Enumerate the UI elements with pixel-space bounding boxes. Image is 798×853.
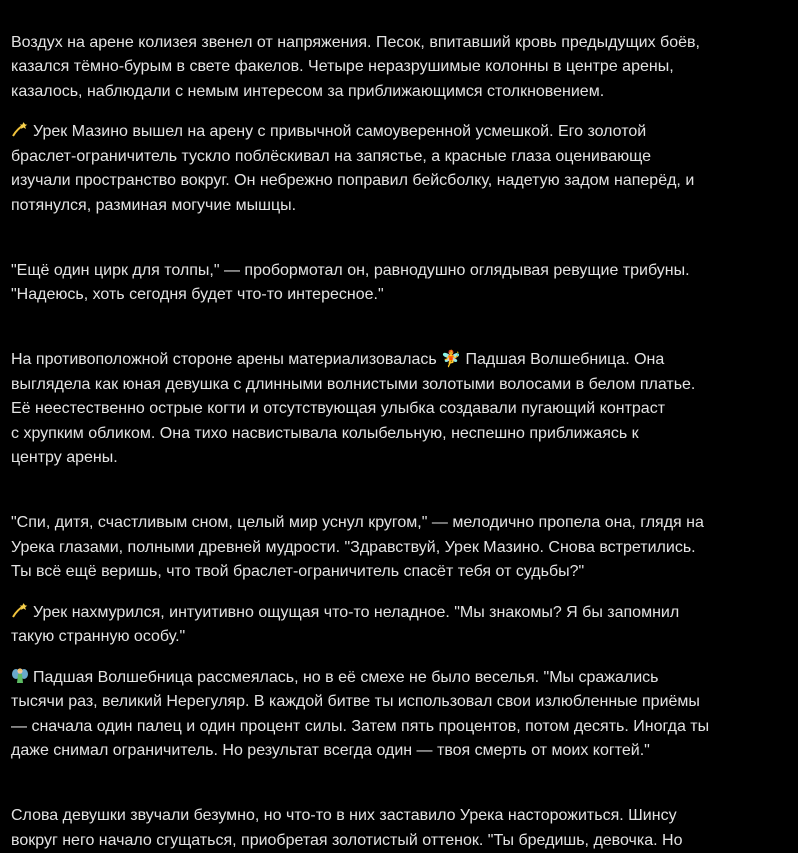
paragraph-text: Воздух на арене колизея звенел от напряжения. Песок, впитавший кровь предыдущих боёв, казался тёмно-бурым в свете факелов. Четыре неразрушимые колонны в центре арены, казалось, наблюдали с немым интересом за приближающимся столкновением.	[11, 34, 700, 100]
fairy-icon	[11, 667, 29, 685]
story-paragraph-2	[11, 120, 788, 218]
story-paragraph-1	[11, 6, 788, 104]
paragraph-text: Падшая Волшебница рассмеялась, но в её смехе не было веселья. "Мы сражались тысячи раз, великий Нерегуляр. В каждой битве ты использовал свои излюбленные приёмы — сначала один палец и один процент силы. Затем пять процентов, потом десять. Иногда ты даже снимал ограничитель. Но результат всегда один — твоя смерть от моих когтей."	[11, 669, 709, 760]
story-paragraph-7	[11, 666, 788, 764]
story-paragraph-8	[11, 780, 788, 853]
paragraph-text: "Ещё один цирк для толпы," — пробормотал он, равнодушно оглядывая ревущие трибуны. "Надеюсь, хоть сегодня будет что-то интересное."	[11, 262, 690, 304]
dizzy-star-icon	[11, 121, 29, 139]
dizzy-star-icon	[11, 602, 29, 620]
paragraph-text: "Спи, дитя, счастливым сном, целый мир уснул кругом," — мелодично пропела она, глядя на Урека глазами, полными древней мудрости. "Здравствуй, Урек Мазино. Снова встретились. Ты всё ещё веришь, что твой браслет-ограничитель спасёт тебя от судьбы?"	[11, 514, 704, 580]
paragraph-text: Урек Мазино вышел на арену с привычной самоуверенной усмешкой. Его золотой браслет-ограничитель тускло поблёскивал на запястье, а красные глаза оценивающе изучали пространство вокруг. Он небрежно поправил бейсболку, надетую задом наперёд, и потянулся, разминая могучие мышцы.	[11, 123, 694, 214]
paragraph-text: Слова девушки звучали безумно, но что-то в них заставило Урека насторожиться. Шинсу вокруг него начало сгущаться, приобретая золотистый оттенок. "Ты бредишь, девочка. Но	[11, 807, 682, 849]
story-paragraph-5	[11, 487, 788, 585]
story-paragraph-3	[11, 234, 788, 308]
story-paragraph-4	[11, 324, 788, 471]
paragraph-text: Урек нахмурился, интуитивно ощущая что-то неладное. "Мы знакомы? Я бы запомнил такую странную особу."	[11, 604, 679, 646]
paragraph-text: На противоположной стороне арены материализовалась 🧚 Падшая Волшебница. Она выглядела как юная девушка с длинными волнистыми золотыми волосами в белом платье. Её неестественно острые когти и отсутствующая улыбка создавали пугающий контраст с хрупким обликом. Она тихо насвистывала колыбельную, неспешно приближаясь к центру арены.	[11, 351, 695, 466]
story-paragraph-6	[11, 601, 788, 650]
